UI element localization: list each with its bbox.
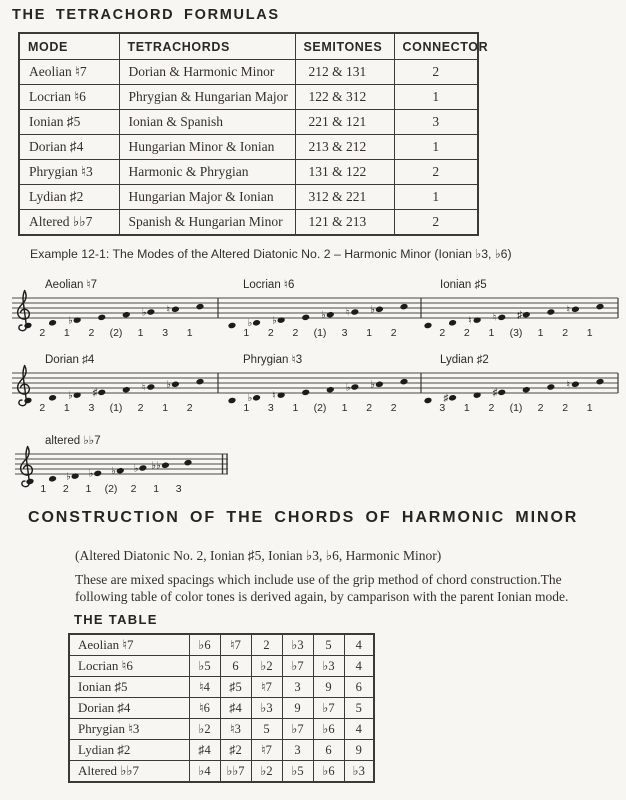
- column-header: TETRACHORDS: [119, 33, 295, 60]
- table-cell: ♭6: [313, 719, 344, 740]
- note-head: [196, 303, 204, 310]
- interval-number: 1: [63, 402, 70, 414]
- table-row: [69, 677, 374, 698]
- interval-number: 2: [39, 402, 46, 414]
- interval-number: 1: [186, 327, 193, 339]
- note-head: [448, 394, 456, 401]
- interval-number: 2: [88, 327, 95, 339]
- accidental-natural-icon: ♮: [566, 379, 571, 391]
- note-head: [97, 314, 105, 321]
- interval-number: 1: [292, 402, 299, 414]
- table-row: [19, 110, 478, 135]
- note-head: [116, 467, 124, 474]
- table-cell: ♯4: [189, 740, 220, 761]
- note-head: [571, 306, 579, 313]
- note-head: [171, 381, 179, 388]
- table-row: [69, 719, 374, 740]
- table-cell: ♭3: [313, 656, 344, 677]
- interval-number: 1: [243, 327, 250, 339]
- table-cell: ♭6: [313, 761, 344, 783]
- table-cell: Dorian & Harmonic Minor: [119, 60, 295, 85]
- accidental-flat-icon: ♭: [370, 304, 376, 316]
- interval-number: 3: [267, 402, 274, 414]
- note-head: [497, 389, 505, 396]
- accidental-sharp-icon: ♯: [443, 393, 449, 405]
- mode-label-cell: Ionian ♯5: [69, 677, 189, 698]
- table-cell: ♯2: [220, 740, 251, 761]
- accidental-flat-icon: ♭: [247, 393, 253, 405]
- accidental-sharp-icon: ♯: [517, 310, 523, 321]
- table-cell: 6: [313, 740, 344, 761]
- note-head: [596, 378, 604, 385]
- note-head: [228, 397, 236, 404]
- interval-number: (1): [313, 327, 327, 339]
- table-cell: Harmonic & Phrygian: [119, 160, 295, 185]
- accidental-flat-icon: ♭: [68, 390, 73, 402]
- example-caption: Example 12-1: The Modes of the Altered Diatonic No. 2 – Harmonic Minor (Ionian ♭3, ♭6): [30, 247, 512, 261]
- note-head: [139, 464, 147, 471]
- note-head: [522, 311, 530, 318]
- mode-label-cell: Lydian ♯2: [69, 740, 189, 761]
- mode-label: Ionian ♯5: [440, 279, 487, 291]
- table-cell: ♯4: [220, 698, 251, 719]
- note-head: [424, 397, 432, 404]
- table-row: [69, 761, 374, 783]
- table-cell: 121 & 213: [295, 210, 394, 236]
- table-row: [69, 740, 374, 761]
- table-cell: Hungarian Minor & Ionian: [119, 135, 295, 160]
- accidental-flat-icon: ♭: [68, 315, 73, 327]
- note-head: [424, 322, 432, 329]
- table-cell: 9: [344, 740, 374, 761]
- table-cell: Locrian ♮6: [19, 85, 119, 110]
- note-head: [252, 394, 260, 401]
- table-cell: 131 & 122: [295, 160, 394, 185]
- accidental-flat-icon: ♭: [166, 379, 172, 391]
- accidental-natural-icon: ♮: [566, 304, 571, 316]
- tetrachord-formulas-title: THE TETRACHORD FORMULAS: [12, 7, 280, 23]
- accidental-flat-icon: ♭: [88, 468, 94, 480]
- note-head: [48, 475, 56, 482]
- table-cell: Ionian ♯5: [19, 110, 119, 135]
- table-cell: 6: [220, 656, 251, 677]
- mode-label: Phrygian ♮3: [243, 354, 303, 366]
- note-head: [24, 397, 32, 404]
- note-head: [24, 322, 32, 329]
- table-cell: ♭7: [282, 719, 313, 740]
- table-cell: 5: [313, 634, 344, 656]
- interval-number: 1: [586, 327, 593, 339]
- interval-number: 2: [292, 327, 299, 339]
- table-cell: 2: [394, 160, 478, 185]
- table-cell: 6: [344, 677, 374, 698]
- table-cell: Dorian ♯4: [19, 135, 119, 160]
- table-cell: ♭6: [189, 634, 220, 656]
- interval-number: 2: [562, 327, 569, 339]
- interval-number: (1): [509, 402, 523, 414]
- accidental-flat-icon: ♭: [370, 379, 376, 391]
- accidental-sharp-icon: ♯: [92, 387, 98, 399]
- interval-number: (1): [109, 402, 123, 414]
- staff-system: [0, 426, 626, 500]
- table-cell: ♭3: [344, 761, 374, 783]
- interval-number: 1: [63, 327, 70, 339]
- interval-number: 2: [463, 327, 470, 339]
- table-cell: ♭7: [313, 698, 344, 719]
- table-cell: ♭5: [189, 656, 220, 677]
- note-head: [400, 378, 408, 385]
- note-head: [184, 459, 192, 466]
- note-head: [161, 462, 169, 469]
- interval-number: 2: [439, 327, 446, 339]
- interval-number: 2: [390, 402, 397, 414]
- note-head: [301, 314, 309, 321]
- table-cell: ♭2: [251, 761, 282, 783]
- table-cell: 4: [344, 634, 374, 656]
- note-head: [147, 383, 155, 390]
- interval-number: 2: [62, 483, 69, 495]
- table-cell: ♮6: [189, 698, 220, 719]
- note-head: [171, 306, 179, 313]
- note-head: [497, 314, 505, 321]
- interval-number: 2: [137, 402, 144, 414]
- accidental-flat-icon: ♭: [321, 310, 327, 321]
- accidental-natural-icon: ♮: [141, 382, 146, 394]
- table-cell: 3: [394, 110, 478, 135]
- mode-label-cell: Altered ♭♭7: [69, 761, 189, 783]
- interval-number: 1: [537, 327, 544, 339]
- note-head: [351, 383, 359, 390]
- table-cell: ♭2: [251, 656, 282, 677]
- mode-label-cell: Phrygian ♮3: [69, 719, 189, 740]
- interval-number: 2: [39, 327, 46, 339]
- construction-subtitle: (Altered Diatonic No. 2, Ionian ♯5, Ionian ♭3, ♭6, Harmonic Minor): [75, 548, 442, 563]
- accidental-sharp-icon: ♯: [492, 387, 498, 399]
- table-cell: 1: [394, 185, 478, 210]
- mode-label: Aeolian ♮7: [45, 279, 98, 291]
- table-cell: Hungarian Major & Ionian: [119, 185, 295, 210]
- table-row: [19, 85, 478, 110]
- table-cell: Altered ♭♭7: [19, 210, 119, 236]
- table-cell: ♭4: [189, 761, 220, 783]
- construction-paragraph: These are mixed spacings which include use of the grip method of chord construction.The following table of color tones is derived again, by camparison with the parent Ionian mode.: [75, 572, 569, 604]
- mode-label: Locrian ♮6: [243, 279, 295, 291]
- note-head: [196, 378, 204, 385]
- interval-number: 1: [162, 402, 169, 414]
- table-cell: 312 & 221: [295, 185, 394, 210]
- interval-number: 1: [488, 327, 495, 339]
- table-cell: ♮7: [251, 677, 282, 698]
- note-head: [252, 319, 260, 326]
- interval-number: 1: [153, 483, 160, 495]
- table-row: [69, 698, 374, 719]
- table-cell: 3: [282, 677, 313, 698]
- note-head: [547, 308, 555, 315]
- staff-system: [0, 270, 626, 344]
- accidental-natural-icon: ♮: [492, 312, 497, 324]
- table-cell: ♭3: [251, 698, 282, 719]
- note-head: [351, 308, 359, 315]
- interval-number: 1: [341, 402, 348, 414]
- staff-system: [0, 345, 626, 419]
- accidental-natural-icon: ♮: [345, 307, 350, 319]
- note-head: [48, 394, 56, 401]
- table-cell: ♮7: [251, 740, 282, 761]
- interval-number: 1: [586, 402, 593, 414]
- table-cell: 9: [282, 698, 313, 719]
- interval-number: 3: [162, 327, 169, 339]
- column-header: CONNECTOR: [394, 33, 478, 60]
- accidental-natural-icon: ♮: [166, 304, 171, 316]
- interval-number: 3: [88, 402, 95, 414]
- table-cell: ♮4: [189, 677, 220, 698]
- interval-number: 1: [85, 483, 92, 495]
- color-tones-table: [68, 633, 375, 783]
- table-cell: 122 & 312: [295, 85, 394, 110]
- table-cell: 9: [313, 677, 344, 698]
- mode-label: Lydian ♯2: [440, 354, 489, 366]
- table-cell: ♮7: [220, 634, 251, 656]
- interval-number: 2: [562, 402, 569, 414]
- interval-number: (2): [104, 483, 118, 495]
- interval-number: (3): [509, 327, 523, 339]
- note-head: [326, 311, 334, 318]
- note-head: [375, 306, 383, 313]
- accidental-flat-icon: ♭: [141, 307, 147, 319]
- table-cell: 2: [394, 210, 478, 236]
- note-head: [326, 386, 334, 393]
- accidental-natural-icon: ♮: [468, 315, 472, 327]
- accidental-flat-icon: ♭♭: [151, 460, 161, 472]
- note-head: [301, 389, 309, 396]
- column-header: MODE: [19, 33, 119, 60]
- the-table-title: THE TABLE: [74, 612, 158, 627]
- table-row: [19, 210, 478, 236]
- interval-number: 2: [130, 483, 137, 495]
- table-cell: 2: [251, 634, 282, 656]
- table-cell: 212 & 131: [295, 60, 394, 85]
- interval-number: 2: [390, 327, 397, 339]
- table-cell: 1: [394, 85, 478, 110]
- table-cell: Ionian & Spanish: [119, 110, 295, 135]
- note-head: [596, 303, 604, 310]
- mode-label-cell: Locrian ♮6: [69, 656, 189, 677]
- note-head: [547, 383, 555, 390]
- table-cell: 5: [344, 698, 374, 719]
- table-cell: 221 & 121: [295, 110, 394, 135]
- interval-number: 3: [175, 483, 182, 495]
- table-cell: ♮3: [220, 719, 251, 740]
- interval-number: 3: [439, 402, 446, 414]
- interval-number: 3: [341, 327, 348, 339]
- note-head: [571, 381, 579, 388]
- table-row: [69, 634, 374, 656]
- note-head: [448, 319, 456, 326]
- mode-label-cell: Dorian ♯4: [69, 698, 189, 719]
- construction-title: CONSTRUCTION OF THE CHORDS OF HARMONIC MINOR: [28, 509, 579, 526]
- table-cell: ♭2: [189, 719, 220, 740]
- interval-number: 2: [366, 402, 373, 414]
- table-cell: 4: [344, 656, 374, 677]
- table-cell: Spanish & Hungarian Minor: [119, 210, 295, 236]
- table-cell: Phrygian ♮3: [19, 160, 119, 185]
- tetrachord-formulas-table: [18, 32, 489, 236]
- interval-number: 1: [40, 483, 47, 495]
- table-row: [19, 185, 478, 210]
- column-header: SEMITONES: [295, 33, 394, 60]
- accidental-flat-icon: ♭: [272, 315, 277, 327]
- note-head: [48, 319, 56, 326]
- note-head: [375, 381, 383, 388]
- note-head: [147, 308, 155, 315]
- accidental-natural-icon: ♮: [272, 390, 276, 402]
- interval-number: 1: [463, 402, 470, 414]
- interval-number: (2): [313, 402, 327, 414]
- table-cell: 4: [344, 719, 374, 740]
- note-head: [26, 478, 34, 485]
- interval-number: 2: [488, 402, 495, 414]
- table-cell: 1: [394, 135, 478, 160]
- accidental-flat-icon: ♭: [345, 382, 351, 394]
- table-cell: ♭♭7: [220, 761, 251, 783]
- interval-number: 1: [366, 327, 373, 339]
- note-head: [228, 322, 236, 329]
- table-row: [19, 135, 478, 160]
- table-row: [69, 656, 374, 677]
- note-head: [400, 303, 408, 310]
- table-header-row: [19, 33, 478, 60]
- note-head: [522, 386, 530, 393]
- table-cell: 3: [282, 740, 313, 761]
- table-cell: ♯5: [220, 677, 251, 698]
- accidental-flat-icon: ♭: [66, 471, 71, 483]
- table-cell: ♭7: [282, 656, 313, 677]
- interval-number: 2: [537, 402, 544, 414]
- table-cell: 2: [394, 60, 478, 85]
- mode-label: Dorian ♯4: [45, 354, 95, 366]
- accidental-flat-icon: ♭: [133, 463, 139, 475]
- table-row: [19, 60, 478, 85]
- mode-label: altered ♭♭7: [45, 435, 101, 447]
- table-cell: Aeolian ♮7: [19, 60, 119, 85]
- mode-label-cell: Aeolian ♮7: [69, 634, 189, 656]
- interval-number: (2): [109, 327, 123, 339]
- interval-number: 2: [186, 402, 193, 414]
- table-cell: ♭5: [282, 761, 313, 783]
- accidental-flat-icon: ♭: [111, 466, 117, 477]
- accidental-flat-icon: ♭: [247, 318, 253, 330]
- note-head: [122, 311, 130, 318]
- note-head: [93, 470, 101, 477]
- note-head: [97, 389, 105, 396]
- table-cell: Lydian ♯2: [19, 185, 119, 210]
- interval-number: 1: [243, 402, 250, 414]
- table-cell: 213 & 212: [295, 135, 394, 160]
- note-head: [122, 386, 130, 393]
- interval-number: 1: [137, 327, 144, 339]
- table-row: [19, 160, 478, 185]
- table-cell: 5: [251, 719, 282, 740]
- interval-number: 2: [267, 327, 274, 339]
- table-cell: ♭3: [282, 634, 313, 656]
- table-cell: Phrygian & Hungarian Major: [119, 85, 295, 110]
